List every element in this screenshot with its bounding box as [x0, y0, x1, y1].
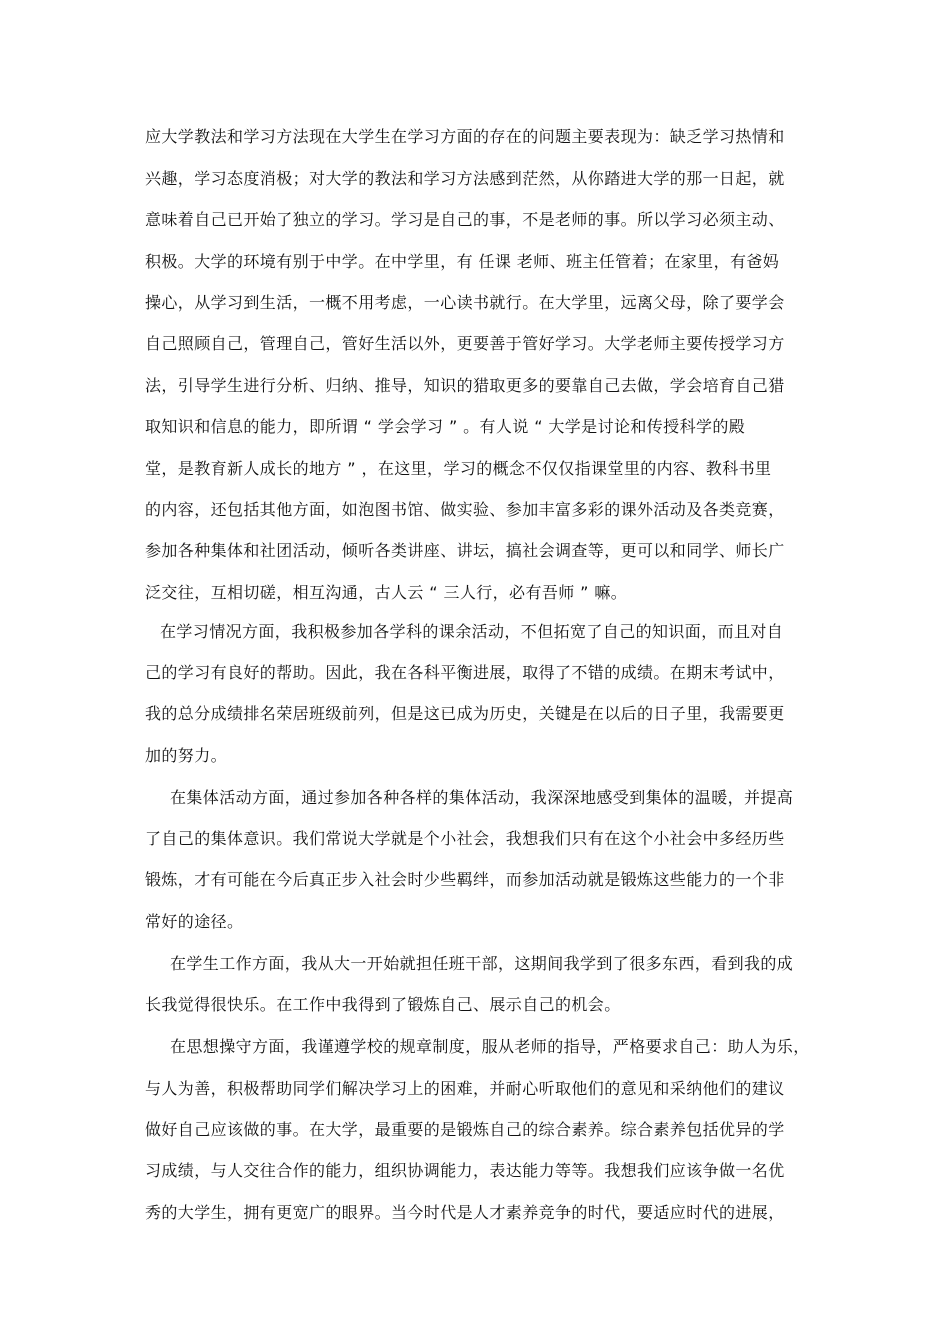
text-line: 法，引导学生进行分析、归纳、推导，知识的猎取更多的要靠自己去做，学会培育自己猎: [145, 376, 785, 395]
paragraph-first-line: 在集体活动方面，通过参加各种各样的集体活动，我深深地感受到集体的温暖，并提高: [170, 788, 794, 807]
text-line: 自己照顾自己，管理自己，管好生活以外，更要善于管好学习。大学老师主要传授学习方: [145, 334, 785, 353]
text-line: 参加各种集体和社团活动，倾听各类讲座、讲坛，搞社会调查等，更可以和同学、师长广: [145, 541, 785, 560]
text-line: 的内容，还包括其他方面，如泡图书馆、做实验、参加丰富多彩的课外活动及各类竞赛，: [145, 500, 785, 519]
text-line: 泛交往，互相切磋，相互沟通，古人云 “ 三人行，必有吾师 ” 嘛。: [145, 583, 628, 602]
text-line: 我的总分成绩排名荣居班级前列，但是这已成为历史，关键是在以后的日子里，我需要更: [145, 704, 785, 723]
text-line: 兴趣，学习态度消极；对大学的教法和学习方法感到茫然，从你踏进大学的那一日起，就: [145, 169, 785, 188]
text-line: 秀的大学生，拥有更宽广的眼界。当今时代是人才素养竞争的时代，要适应时代的进展，: [145, 1203, 785, 1222]
text-line: 应大学教法和学习方法现在大学生在学习方面的存在的问题主要表现为：缺乏学习热情和: [145, 127, 785, 146]
text-line: 积极。大学的环境有别于中学。在中学里，有 任课 老师、班主任管着；在家里，有爸妈: [145, 252, 780, 271]
text-line: 堂，是教育新人成长的地方 ” ，在这里，学习的概念不仅仅指课堂里的内容、教科书里: [145, 459, 772, 478]
text-line: 加的努力。: [145, 746, 228, 765]
text-line: 意味着自己已开始了独立的学习。学习是自己的事，不是老师的事。所以学习必须主动、: [145, 210, 785, 229]
text-line: 做好自己应该做的事。在大学，最重要的是锻炼自己的综合素养。综合素养包括优异的学: [145, 1120, 785, 1139]
text-line: 取知识和信息的能力，即所谓 “ 学会学习 ” 。有人说 “ 大学是讨论和传授科学的殿: [145, 417, 746, 436]
paragraph-first-line: 在思想操守方面，我谨遵学校的规章制度，服从老师的指导，严格要求自己：助人为乐，: [170, 1037, 810, 1056]
text-line: 了自己的集体意识。我们常说大学就是个小社会，我想我们只有在这个小社会中多经历些: [145, 829, 785, 848]
text-line: 己的学习有良好的帮助。因此，我在各科平衡进展，取得了不错的成绩。在期末考试中，: [145, 663, 785, 682]
text-line: 与人为善，积极帮助同学们解决学习上的困难，并耐心听取他们的意见和采纳他们的建议: [145, 1079, 785, 1098]
paragraph-first-line: 在学生工作方面，我从大一开始就担任班干部，这期间我学到了很多东西，看到我的成: [170, 954, 794, 973]
text-line: 锻炼，才有可能在今后真正步入社会时少些羁绊，而参加活动就是锻炼这些能力的一个非: [145, 870, 785, 889]
text-line: 长我觉得很快乐。在工作中我得到了锻炼自己、展示自己的机会。: [145, 995, 621, 1014]
text-line: 操心，从学习到生活，一概不用考虑，一心读书就行。在大学里，远离父母，除了要学会: [145, 293, 785, 312]
text-line: 习成绩，与人交往合作的能力，组织协调能力，表达能力等等。我想我们应该争做一名优: [145, 1161, 785, 1180]
paragraph-first-line: 在学习情况方面，我积极参加各学科的课余活动，不但拓宽了自己的知识面，而且对自: [160, 622, 784, 641]
text-line: 常好的途径。: [145, 912, 244, 931]
